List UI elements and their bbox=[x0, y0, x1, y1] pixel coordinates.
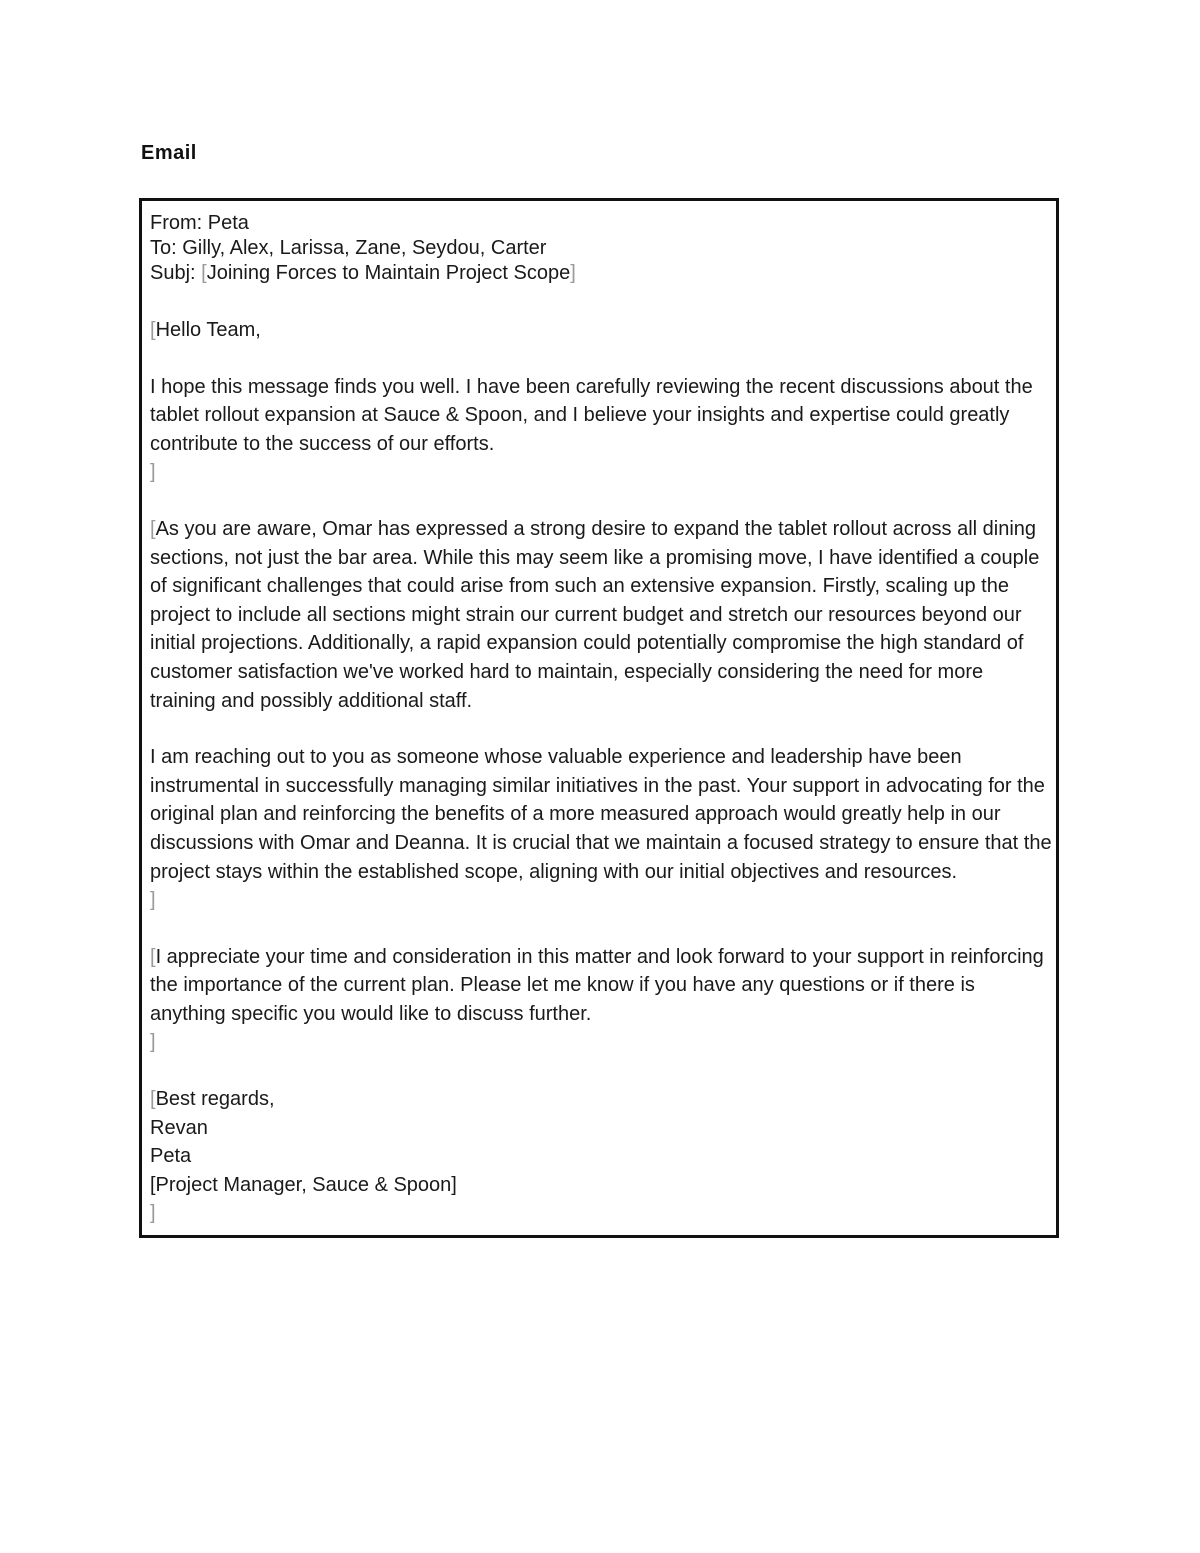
closing-line bbox=[150, 1085, 1048, 1114]
open-bracket: [ bbox=[150, 1088, 156, 1111]
sender-name-1: Revan bbox=[150, 1116, 208, 1139]
subject-close-bracket: ] bbox=[570, 262, 576, 284]
paragraph-4 bbox=[150, 943, 1052, 1029]
paragraph-3: I am reaching out to you as someone whose valuable experience and leadership have been instrumental in successfully managing similar initiatives in the past. Your support in advocating for the original plan and reinforcing the benefits of a more measured approach would greatly help in our discussions with Omar and Deanna. It is crucial that we maintain a focused strategy to ensure that the project stays within the established scope, aligning with our initial objectives and resources. bbox=[150, 746, 1052, 883]
close-bracket: ] bbox=[150, 1202, 156, 1225]
subject-prefix: Subj: bbox=[150, 262, 202, 284]
open-bracket: [ bbox=[150, 319, 156, 341]
to-line: To: Gilly, Alex, Larissa, Zane, Seydou, Carter bbox=[150, 237, 547, 259]
greeting bbox=[150, 316, 1048, 345]
closing-text: Best regards, bbox=[155, 1088, 275, 1111]
paragraph-2-text: As you are aware, Omar has expressed a strong desire to expand the tablet rollout across all dining sections, not just the bar area. While this may seem like a promising move, I have identified a couple of significant challenges that could arise from such an extensive expansion. Firstly, scaling up the project to include all sections might strain our current budget and stretch our resources beyond our initial projections. Additionally, a rapid expansion could potentially compromise the high standard of customer satisfaction we've worked hard to maintain, especially considering the need for more training and possibly additional staff. bbox=[150, 517, 1040, 712]
sender-name-2: Peta bbox=[150, 1145, 192, 1168]
signoff bbox=[150, 1085, 1048, 1228]
open-bracket: [ bbox=[150, 517, 156, 540]
email-header bbox=[150, 211, 1048, 286]
close-bracket: ] bbox=[150, 461, 156, 484]
close-bracket: ] bbox=[150, 1031, 156, 1054]
from-line: From: Peta bbox=[150, 212, 249, 234]
paragraph-4-text: I appreciate your time and consideration in this matter and look forward to your support in reinforcing the importance of the current plan. Please let me know if you have any questions or if there is anything specific you would like to discuss further. bbox=[150, 945, 1044, 1025]
open-bracket: [ bbox=[150, 945, 156, 968]
sender-title: [Project Manager, Sauce & Spoon] bbox=[150, 1173, 457, 1196]
email-box bbox=[139, 198, 1059, 1238]
subject-text: Joining Forces to Maintain Project Scope bbox=[206, 262, 571, 284]
subject-line bbox=[150, 261, 1048, 286]
greeting-text: Hello Team, bbox=[155, 319, 261, 341]
paragraph-2 bbox=[150, 515, 1052, 715]
close-bracket: ] bbox=[150, 889, 156, 912]
page-heading: Email bbox=[141, 142, 197, 164]
paragraph-1: I hope this message finds you well. I have been carefully reviewing the recent discussions about the tablet rollout expansion at Sauce & Spoon, and I believe your insights and expertise could greatly contribute to the success of our efforts. bbox=[150, 375, 1033, 455]
subject-open-bracket: [ bbox=[201, 262, 207, 284]
